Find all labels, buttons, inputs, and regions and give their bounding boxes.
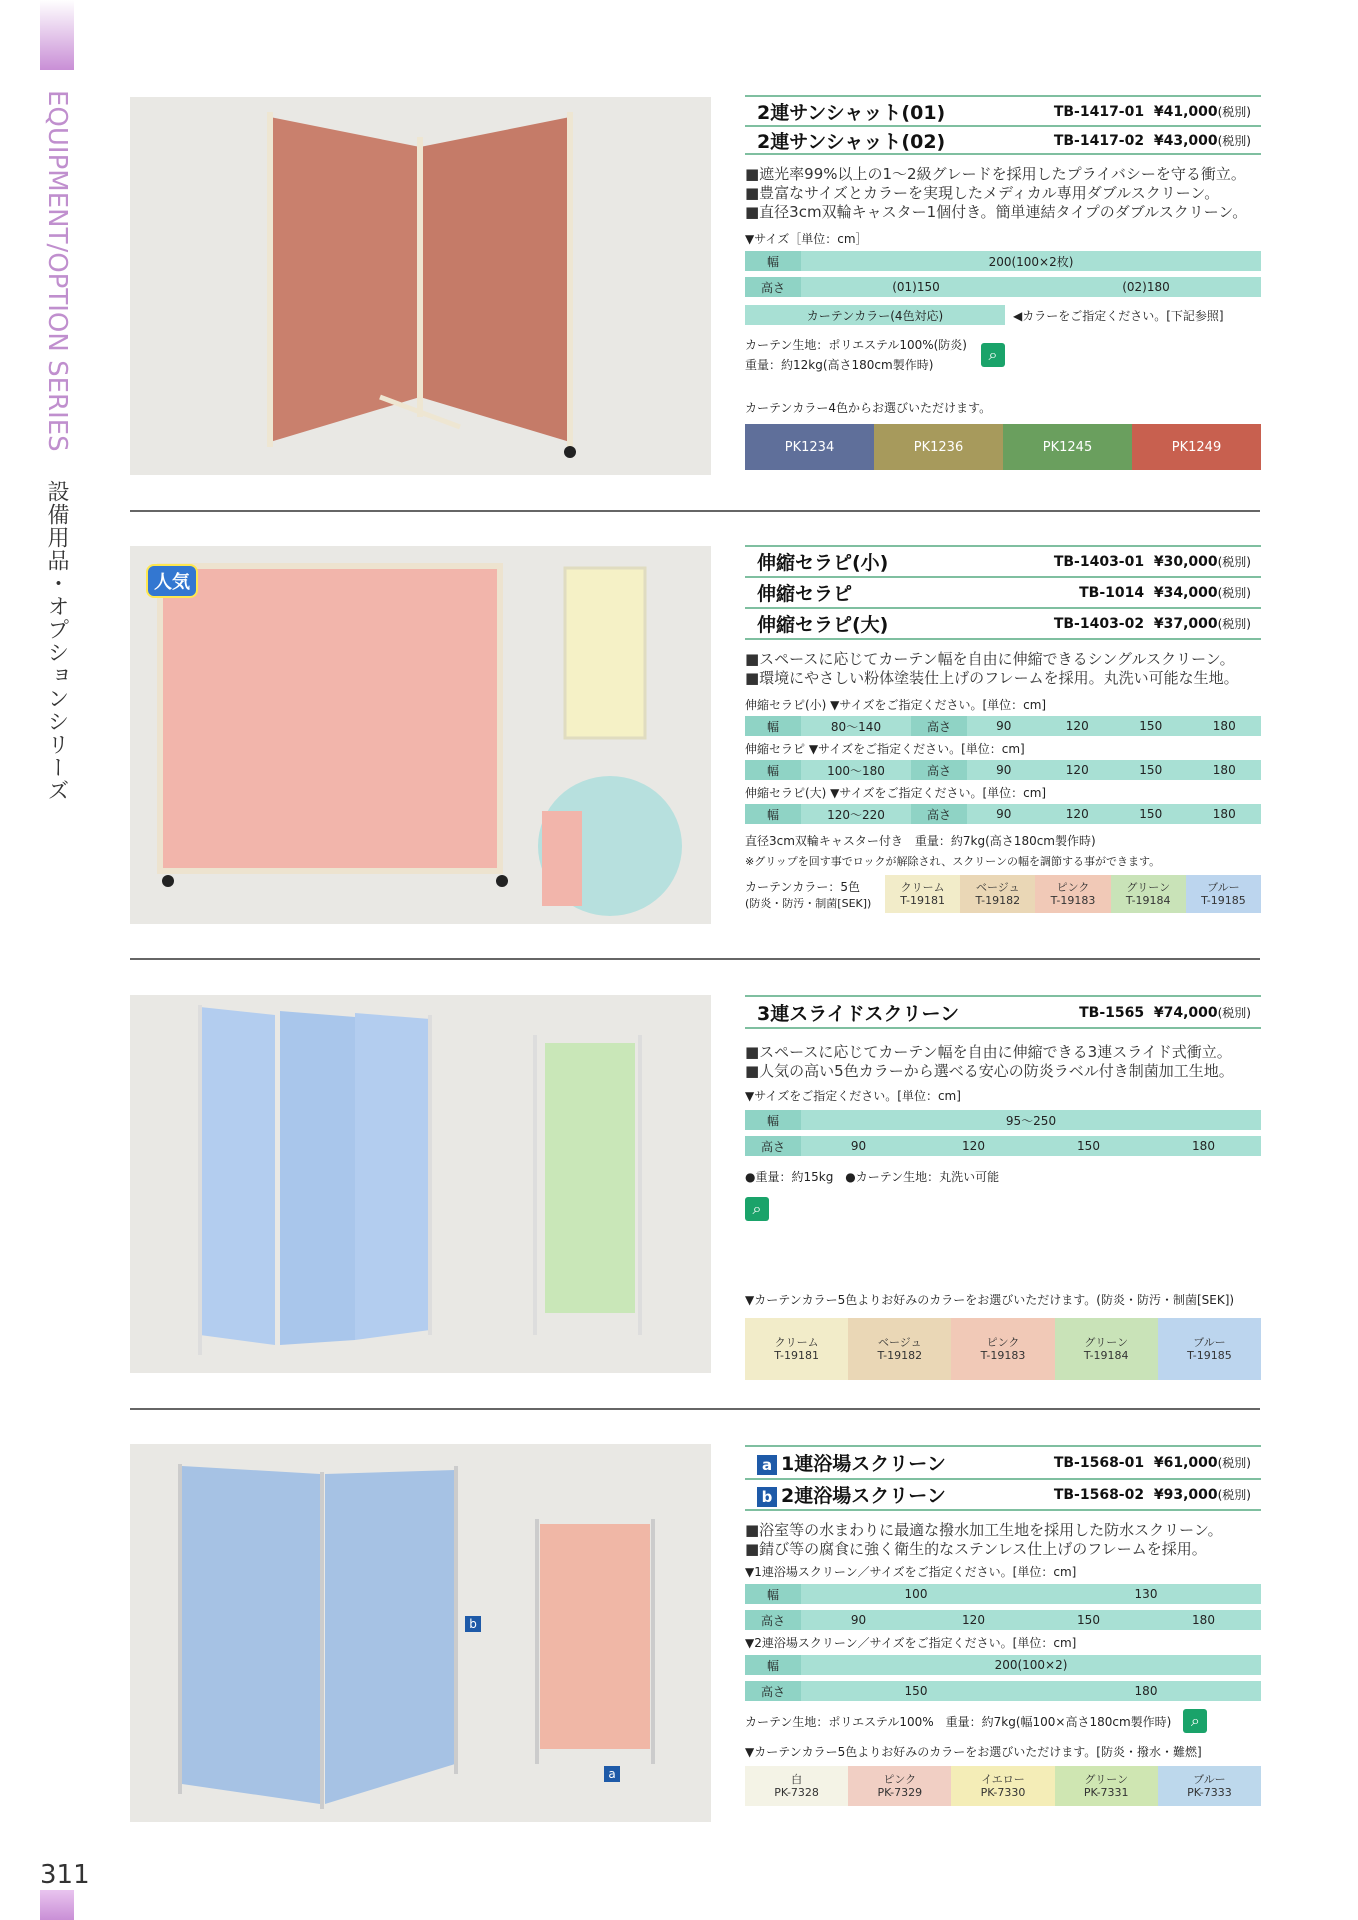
size-table-title: 伸縮セラピ(小) ▼サイズをご指定ください。[単位：cm] xyxy=(745,698,1047,712)
product-line xyxy=(745,125,1261,155)
section-divider xyxy=(130,958,1260,960)
width-value: 100～180 xyxy=(827,763,885,778)
color-name: イエロー xyxy=(981,1773,1025,1786)
size-label: ▼サイズをご指定ください。[単位：cm] xyxy=(745,1089,961,1103)
tax-note: (税別) xyxy=(1217,1456,1251,1470)
size-row xyxy=(745,716,1261,736)
color-name: ブルー xyxy=(1207,881,1240,894)
height-value: 90 xyxy=(850,1139,867,1153)
width-value: 80～140 xyxy=(830,719,882,734)
product-line xyxy=(745,1478,1261,1511)
tax-note: (税別) xyxy=(1217,133,1251,148)
height-value: 90 xyxy=(996,763,1012,777)
color-row xyxy=(745,875,1261,913)
height-label: 高さ xyxy=(911,716,967,736)
tax-note: (税別) xyxy=(1217,1005,1251,1020)
product-line xyxy=(745,95,1261,125)
description-line: ■環境にやさしい粉体塗装仕上げのフレームを採用。丸洗い可能な生地。 xyxy=(745,669,1239,687)
size-table-title: ▼2連浴場スクリーン／サイズをご指定ください。[単位：cm] xyxy=(745,1636,1077,1650)
triple-screen-illustration xyxy=(130,995,711,1373)
color-name: グリーン xyxy=(1126,881,1171,894)
color-swatch xyxy=(1055,1766,1158,1806)
color-name: ブルー xyxy=(1193,1336,1226,1349)
height-value: 90 xyxy=(996,719,1012,733)
height-value: 180 xyxy=(1212,719,1236,733)
product-description xyxy=(745,650,1261,688)
width-value: 120～220 xyxy=(827,807,885,822)
height-value: 90 xyxy=(996,807,1012,821)
color-label: カーテンカラー：5色 xyxy=(745,879,861,894)
description-line: ■直径3cm双輪キャスター1個付き。簡単連結タイプのダブルスクリーン。 xyxy=(745,203,1248,221)
color-swatch-row xyxy=(885,875,1261,913)
color-swatch: PK1234 xyxy=(745,424,874,470)
product-name: 2連サンシャット(02) xyxy=(757,130,946,153)
image-label-b: b xyxy=(465,1616,481,1632)
image-label-a: a xyxy=(604,1766,620,1782)
color-swatch xyxy=(1035,875,1110,913)
product-description xyxy=(745,165,1261,222)
product-price: ¥30,000 xyxy=(1153,554,1218,570)
color-code: T-19181 xyxy=(900,894,945,907)
height-value: 120 xyxy=(962,1613,985,1627)
color-name: クリーム xyxy=(900,881,945,894)
product-name: 伸縮セラピ xyxy=(757,583,853,605)
tax-note: (税別) xyxy=(1217,1488,1251,1502)
size-row xyxy=(745,760,1261,780)
grip-note: ※グリップを回す事でロックが解除され、スクリーンの幅を調節する事ができます。 xyxy=(745,855,1161,868)
width-row xyxy=(745,1584,1261,1604)
height-value: 120 xyxy=(1065,763,1089,777)
size-label: ▼サイズ［単位：cm］ xyxy=(745,232,868,246)
spec-line: ●重量：約15kg ●カーテン生地：丸洗い可能 xyxy=(745,1170,1000,1184)
color-code: PK-7329 xyxy=(877,1786,923,1799)
height-value: 150 xyxy=(1077,1139,1100,1153)
size-table-title: 伸縮セラピ(大) ▼サイズをご指定ください。[単位：cm] xyxy=(745,786,1047,800)
color-name: グリーン xyxy=(1084,1773,1129,1786)
color-swatch xyxy=(1158,1318,1261,1380)
color-swatch xyxy=(848,1766,951,1806)
product-line xyxy=(745,607,1261,640)
description-line: ■スペースに応じてカーテン幅を自由に伸縮できる3連スライド式衝立。 xyxy=(745,1043,1232,1061)
color-code: T-19184 xyxy=(1083,1349,1129,1362)
curtain-color-button: カーテンカラー(4色対応) xyxy=(745,305,1005,325)
color-swatch xyxy=(951,1766,1054,1806)
width-value: 200(100×2) xyxy=(994,1658,1068,1672)
width-label: 幅 xyxy=(745,251,801,271)
color-label-note: (防炎・防汚・制菌[SEK]) xyxy=(745,896,872,910)
product-code: TB-1568-01 xyxy=(1053,1455,1145,1471)
size-table-title: 伸縮セラピ ▼サイズをご指定ください。[単位：cm] xyxy=(745,742,1025,756)
color-code: T-19183 xyxy=(1050,894,1096,907)
color-code: T-19183 xyxy=(980,1349,1026,1362)
color-code: T-19182 xyxy=(975,894,1021,907)
product-code: TB-1417-02 xyxy=(1053,132,1145,149)
magnifier-icon[interactable]: ⌕ xyxy=(1183,1709,1207,1733)
product-description xyxy=(745,1521,1261,1559)
product-description xyxy=(745,1043,1261,1081)
product-price: ¥34,000 xyxy=(1153,585,1218,601)
bath-screen-illustration xyxy=(130,1444,711,1822)
height-row xyxy=(745,1136,1261,1156)
height-value: 150 xyxy=(1077,1613,1100,1627)
description-line: ■豊富なサイズとカラーを実現したメディカル専用ダブルスクリーン。 xyxy=(745,184,1220,202)
tax-note: (税別) xyxy=(1217,617,1251,631)
color-swatch xyxy=(745,1318,848,1380)
color-swatch: PK1245 xyxy=(1003,424,1132,470)
color-code: T-19185 xyxy=(1201,894,1246,907)
width-value: 95～250 xyxy=(1005,1113,1057,1128)
height-value: 180 xyxy=(1212,763,1236,777)
product-price: ¥41,000 xyxy=(1153,103,1218,120)
description-line: ■人気の高い5色カラーから選べる安心の防炎ラベル付き制菌加工生地。 xyxy=(745,1062,1234,1080)
sidebar-accent-bar-bottom xyxy=(40,1890,74,1920)
product-price: ¥93,000 xyxy=(1153,1487,1218,1503)
height-value: 180 xyxy=(1134,1684,1158,1698)
color-code: PK-7333 xyxy=(1187,1786,1232,1799)
page-number: 311 xyxy=(40,1860,90,1890)
width-label: 幅 xyxy=(745,760,801,780)
color-caption: ▼カーテンカラー5色よりお好みのカラーをお選びいただけます。(防炎・防汚・制菌[SEK]) xyxy=(745,1293,1235,1307)
height-value: 150 xyxy=(1139,719,1163,733)
color-name: ベージュ xyxy=(976,881,1020,894)
height-label: 高さ xyxy=(911,804,967,824)
sidebar-accent-bar xyxy=(40,0,74,70)
product-name: 伸縮セラピ(小) xyxy=(757,552,889,574)
size-row xyxy=(745,804,1261,824)
width-label: 幅 xyxy=(745,716,801,736)
color-caption: カーテンカラー4色からお選びいただけます。 xyxy=(745,401,992,415)
variant-badge: a xyxy=(757,1455,777,1475)
color-name: グリーン xyxy=(1084,1336,1129,1349)
color-code: T-19184 xyxy=(1125,894,1171,907)
width-value: 100 xyxy=(904,1587,928,1601)
section-divider xyxy=(130,510,1260,512)
product-line xyxy=(745,576,1261,607)
product-price: ¥43,000 xyxy=(1153,132,1218,149)
tax-note: (税別) xyxy=(1217,104,1251,119)
height-value: 120 xyxy=(1065,719,1089,733)
color-swatch: PK1249 xyxy=(1132,424,1261,470)
height-value: 180 xyxy=(1192,1139,1215,1153)
height-value: 150 xyxy=(1139,763,1163,777)
color-name: ピンク xyxy=(1056,881,1090,894)
product-photo-bath-screen xyxy=(130,1444,711,1822)
color-swatch xyxy=(960,875,1035,913)
product-code: TB-1403-01 xyxy=(1053,554,1145,570)
description-line: ■遮光率99%以上の1～2級グレードを採用したプライバシーを守る衝立。 xyxy=(745,165,1246,183)
height-label: 高さ xyxy=(745,1610,801,1630)
weight-spec: 重量：約12kg(高さ180cm製作時) xyxy=(745,358,934,372)
color-name: ブルー xyxy=(1193,1773,1226,1786)
color-code: PK-7331 xyxy=(1083,1786,1129,1799)
size-tables xyxy=(745,696,1261,824)
color-code: T-19181 xyxy=(774,1349,819,1362)
width-label: 幅 xyxy=(745,1584,801,1604)
variant-badge: b xyxy=(757,1487,777,1507)
width-row xyxy=(745,251,1261,271)
height-value: 150 xyxy=(904,1684,928,1698)
magnifier-icon[interactable]: ⌕ xyxy=(745,1197,769,1221)
color-code: T-19182 xyxy=(877,1349,923,1362)
product-photo-slide-screen xyxy=(130,995,711,1373)
product-line xyxy=(745,1445,1261,1478)
spec-line: カーテン生地：ポリエステル100% 重量：約7kg(幅100×高さ180cm製作時) xyxy=(745,1714,1172,1729)
color-code: PK-7328 xyxy=(774,1786,819,1799)
product-name: 3連スライドスクリーン xyxy=(757,1002,960,1025)
color-name: クリーム xyxy=(774,1336,819,1349)
magnifier-icon[interactable]: ⌕ xyxy=(981,343,1005,367)
width-label: 幅 xyxy=(745,1110,801,1130)
curtain-color-row xyxy=(745,305,1261,325)
product-block-bath-screen xyxy=(745,1445,1261,1806)
height-label: 高さ xyxy=(745,277,801,297)
color-swatch xyxy=(1158,1766,1261,1806)
color-swatch-row xyxy=(745,424,1261,470)
height-row xyxy=(745,277,1261,297)
spec-row xyxy=(745,1709,1261,1733)
color-swatch: PK1236 xyxy=(874,424,1003,470)
color-swatch-row xyxy=(745,1318,1261,1380)
height-label: 高さ xyxy=(745,1136,801,1156)
color-swatch xyxy=(1055,1318,1158,1380)
height-value: 180 xyxy=(1192,1613,1215,1627)
fabric-spec: カーテン生地：ポリエステル100%(防炎) xyxy=(745,338,967,352)
height-row xyxy=(745,1610,1261,1630)
single-screen-illustration xyxy=(130,546,711,924)
tax-note: (税別) xyxy=(1217,586,1251,600)
product-code: TB-1417-01 xyxy=(1053,103,1145,120)
width-value: 130 xyxy=(1134,1587,1158,1601)
size-table-title: ▼1連浴場スクリーン／サイズをご指定ください。[単位：cm] xyxy=(745,1565,1077,1579)
product-code: TB-1403-02 xyxy=(1053,616,1145,632)
color-code: T-19185 xyxy=(1187,1349,1232,1362)
section-divider xyxy=(130,1408,1260,1410)
product-code: TB-1565 xyxy=(1079,1004,1145,1021)
height-value: 120 xyxy=(962,1139,985,1153)
color-swatch xyxy=(1111,875,1186,913)
spec-block xyxy=(745,335,1261,375)
color-swatch xyxy=(885,875,960,913)
height-value: 90 xyxy=(850,1613,867,1627)
product-code: TB-1568-02 xyxy=(1053,1487,1145,1503)
height-label: 高さ xyxy=(911,760,967,780)
color-swatch xyxy=(1186,875,1261,913)
color-code: PK-7330 xyxy=(980,1786,1026,1799)
color-name: ピンク xyxy=(883,1773,917,1786)
product-price: ¥74,000 xyxy=(1153,1004,1218,1021)
product-block-sunshut xyxy=(745,95,1261,470)
sidebar-series-title: EQUIPMENT/OPTION SERIES xyxy=(42,90,72,452)
product-name: 1連浴場スクリーン xyxy=(781,1453,946,1475)
curtain-color-note: ◀カラーをご指定ください。[下記参照] xyxy=(1013,308,1224,323)
product-name: 2連浴場スクリーン xyxy=(781,1485,946,1507)
product-photo-serapi xyxy=(130,546,711,924)
tax-note: (税別) xyxy=(1217,555,1251,569)
product-name: 2連サンシャット(01) xyxy=(757,101,946,124)
width-label: 幅 xyxy=(745,804,801,824)
product-block-serapi xyxy=(745,545,1261,913)
width-row xyxy=(745,1110,1261,1130)
product-block-slide-screen xyxy=(745,995,1261,1380)
sidebar-series-title-jp: 設備用品・オプションシリーズ xyxy=(44,480,69,802)
product-line xyxy=(745,995,1261,1029)
color-name: ベージュ xyxy=(878,1336,922,1349)
height-label: 高さ xyxy=(745,1681,801,1701)
product-name: 伸縮セラピ(大) xyxy=(757,614,889,636)
product-price: ¥61,000 xyxy=(1153,1455,1218,1471)
width-label: 幅 xyxy=(745,1655,801,1675)
height-value: 180 xyxy=(1212,807,1236,821)
description-line: ■浴室等の水まわりに最適な撥水加工生地を採用した防水スクリーン。 xyxy=(745,1521,1223,1539)
popular-badge: 人気 xyxy=(146,564,198,598)
height-value: 120 xyxy=(1065,807,1089,821)
height-value: 150 xyxy=(1139,807,1163,821)
color-caption: ▼カーテンカラー5色よりお好みのカラーをお選びいただけます。[防炎・撥水・難燃] xyxy=(745,1745,1202,1759)
caster-note: 直径3cm双輪キャスター付き 重量：約7kg(高さ180cm製作時) xyxy=(745,834,1096,848)
product-line xyxy=(745,545,1261,576)
width-value: 200(100×2枚) xyxy=(988,254,1074,269)
product-code: TB-1014 xyxy=(1079,585,1145,601)
color-swatch xyxy=(848,1318,951,1380)
double-screen-illustration xyxy=(130,97,711,475)
width-row xyxy=(745,1655,1261,1675)
color-swatch xyxy=(951,1318,1054,1380)
description-line: ■錆び等の腐食に強く衛生的なステンレス仕上げのフレームを採用。 xyxy=(745,1540,1207,1558)
color-name: ピンク xyxy=(986,1336,1020,1349)
color-swatch-row xyxy=(745,1766,1261,1806)
description-line: ■スペースに応じてカーテン幅を自由に伸縮できるシングルスクリーン。 xyxy=(745,650,1235,668)
product-price: ¥37,000 xyxy=(1153,616,1218,632)
height-value: (02)180 xyxy=(1122,280,1170,294)
product-photo-sunshut xyxy=(130,97,711,475)
height-value: (01)150 xyxy=(892,280,940,294)
color-swatch xyxy=(745,1766,848,1806)
color-name: 白 xyxy=(791,1773,803,1786)
height-row xyxy=(745,1681,1261,1701)
